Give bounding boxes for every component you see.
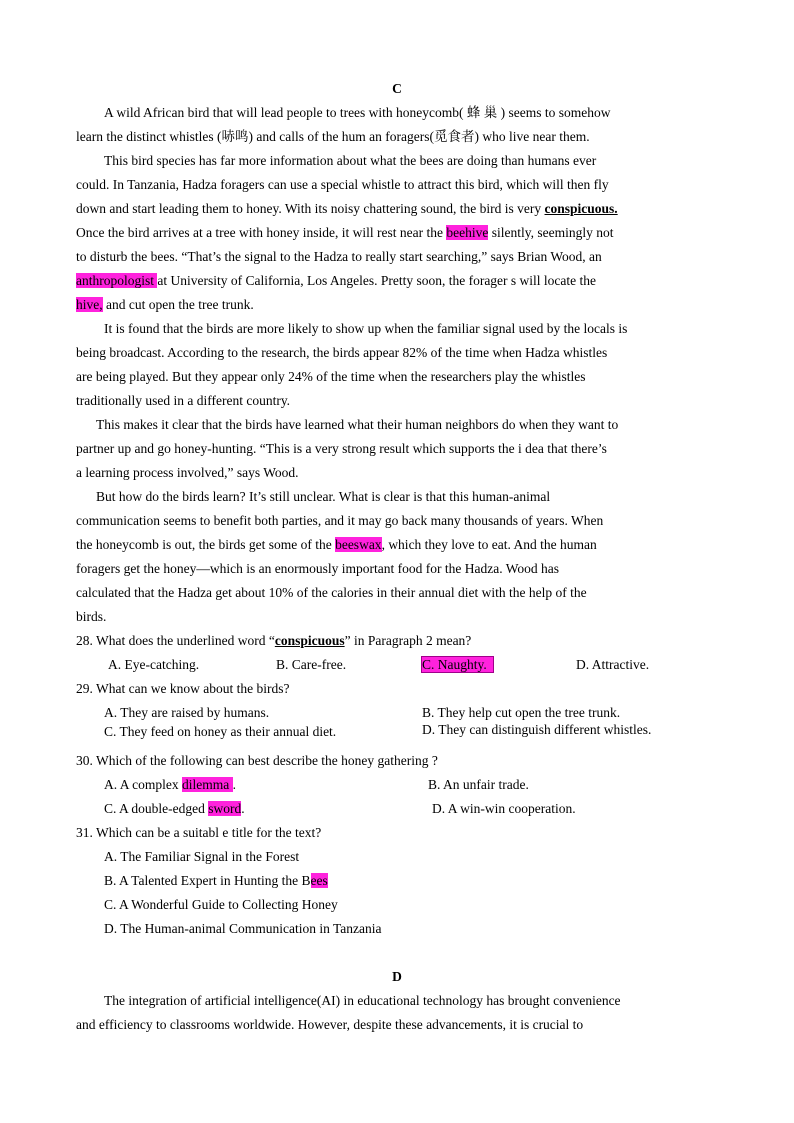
p4-line2: partner up and go honey-hunting. “This is a very strong result which supports the i dea that there’s: [76, 441, 607, 456]
d-line2: and efficiency to classrooms worldwide. However, despite these advancements, it is crucial to: [76, 1017, 584, 1032]
q30-option-b: B. An unfair trade.: [428, 777, 529, 792]
p5-line3-after: , which they love to eat. And the human: [381, 537, 597, 552]
q29-stem: 29. What can we know about the birds?: [76, 681, 290, 696]
p2-line4-before: Once the bird arrives at a tree with honey inside, it will rest near the: [76, 225, 447, 240]
q30-option-a: [104, 776, 236, 794]
q30-option-c: [104, 800, 245, 818]
highlight-ees: ees: [310, 873, 328, 888]
highlight-sword: sword: [208, 801, 242, 816]
q30-option-a-after: .: [232, 777, 236, 792]
p4-line1: This makes it clear that the birds have learned what their human neighbors do when they want to: [96, 417, 619, 432]
q28-option-b: B. Care-free.: [276, 657, 347, 672]
q30-stem: 30. Which of the following can best describe the honey gathering ?: [76, 753, 438, 768]
q29-option-d: D. They can distinguish different whistles.: [422, 722, 652, 737]
highlight-beeswax: beeswax: [335, 537, 382, 552]
q28-stem: [76, 632, 471, 650]
p5-line3: [76, 536, 597, 554]
q28-option-d: D. Attractive.: [576, 657, 650, 672]
p5-line6: birds.: [76, 609, 107, 624]
p2-line7: [76, 296, 254, 314]
highlight-hive: hive,: [76, 297, 103, 312]
p2-line2: could. In Tanzania, Hadza foragers can use a special whistle to attract this bird, which will then fly: [76, 177, 609, 192]
q29-option-c: C. They feed on honey as their annual diet.: [104, 724, 337, 739]
p1-line2: learn the distinct whistles (哧鸣) and calls of the hum an foragers(觅食者) who live near them.: [76, 129, 590, 144]
q28-option-c: [422, 656, 493, 674]
highlight-anthropologist: anthropologist: [76, 273, 158, 288]
q28-stem-after: ” in Paragraph 2 mean?: [344, 633, 472, 648]
q31-option-b-before: B. A Talented Expert in Hunting the B: [104, 873, 311, 888]
p2-line3-text: down and start leading them to honey. With its noisy chattering sound, the bird is very: [76, 201, 545, 216]
q30-option-d: D. A win-win cooperation.: [432, 801, 576, 816]
p1-line1: A wild African bird that will lead people to trees with honeycomb( 蜂 巢 ) seems to somehow: [104, 105, 611, 120]
p5-line2: communication seems to benefit both parties, and it may go back many thousands of years. When: [76, 513, 604, 528]
q31-option-d: D. The Human-animal Communication in Tanzania: [104, 921, 382, 936]
p3-line3: are being played. But they appear only 24% of the time when the researchers play the whistles: [76, 369, 586, 384]
section-c-heading: C: [392, 81, 402, 96]
p4-line3: a learning process involved,” says Wood.: [76, 465, 299, 480]
section-d-heading: D: [392, 969, 402, 984]
p2-line4-after: silently, seemingly not: [488, 225, 614, 240]
p5-line1: But how do the birds learn? It’s still unclear. What is clear is that this human-animal: [96, 489, 551, 504]
p5-line3-before: the honeycomb is out, the birds get some of the: [76, 537, 336, 552]
p2-line1: This bird species has far more information about what the bees are doing than humans ever: [104, 153, 597, 168]
q28-stem-word: conspicuous: [274, 633, 345, 648]
p2-line7-after: and cut open the tree trunk.: [102, 297, 254, 312]
d-line1: The integration of artificial intelligence(AI) in educational technology has brought convenience: [104, 993, 621, 1008]
q30-option-a-before: A. A complex: [104, 777, 182, 792]
q29-option-b: B. They help cut open the tree trunk.: [422, 705, 621, 720]
highlight-dilemma: dilemma: [182, 777, 233, 792]
p2-line6: [76, 272, 596, 290]
q28-option-a: A. Eye-catching.: [108, 657, 200, 672]
p2-line3: [76, 200, 618, 218]
p2-line4: [76, 224, 613, 242]
p2-line5: to disturb the bees. “That’s the signal to the Hadza to really start searching,” says Brian Wood, an: [76, 249, 602, 264]
q29-option-a: A. They are raised by humans.: [104, 705, 270, 720]
p5-line4: foragers get the honey—which is an enormously important food for the Hadza. Wood has: [76, 561, 560, 576]
conspicuous-underlined-word: conspicuous.: [544, 201, 618, 216]
q30-option-c-before: C. A double-edged: [104, 801, 209, 816]
q31-option-a: A. The Familiar Signal in the Forest: [104, 849, 300, 864]
q31-option-b: [104, 872, 328, 890]
p3-line1: It is found that the birds are more likely to show up when the familiar signal used by the locals is: [104, 321, 628, 336]
p5-line5: calculated that the Hadza get about 10% of the calories in their annual diet with the help of the: [76, 585, 587, 600]
q31-option-c: C. A Wonderful Guide to Collecting Honey: [104, 897, 338, 912]
p2-line6-after: at University of California, Los Angeles. Pretty soon, the forager s will locate the: [157, 273, 597, 288]
q28-option-c-highlight: C. Naughty.: [422, 657, 493, 672]
q30-option-c-after: .: [241, 801, 245, 816]
q28-stem-before: 28. What does the underlined word “: [76, 633, 275, 648]
p3-line4: traditionally used in a different country.: [76, 393, 291, 408]
p3-line2: being broadcast. According to the research, the birds appear 82% of the time when Hadza whistles: [76, 345, 608, 360]
q31-stem: 31. Which can be a suitabl e title for the text?: [76, 825, 322, 840]
highlight-beehive: beehive: [446, 225, 489, 240]
